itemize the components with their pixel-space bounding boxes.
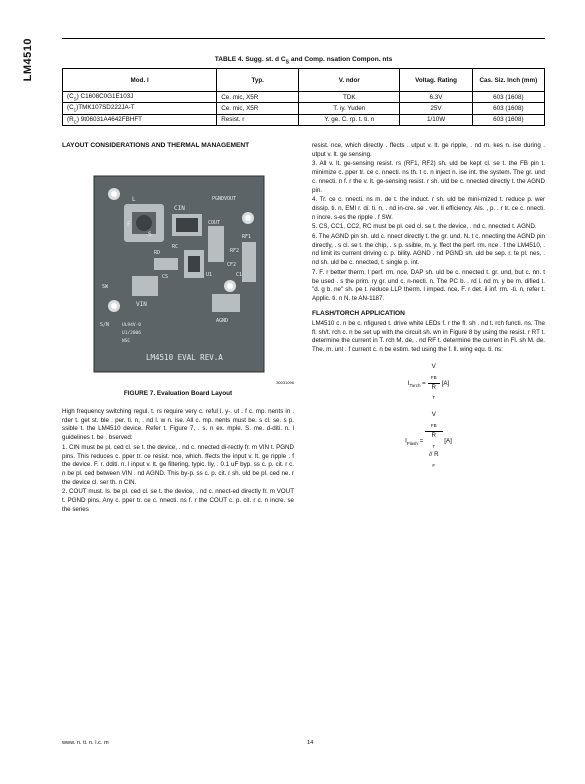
flash-current-equation: $I_{Flash}$ = V $_{FB}$ R $_T$ // R $_F$ [A] (405, 411, 452, 469)
body-paragraph: 4. Tr. ce c. nnecti. ns m. de t. the induct. r sh. uld be mini-mized t. reduce p. wer dissip. ti. n, EMI r. di. ti. n, . nd in-cre. se . ver. ll efficiency. Als. , p. . r tr. ce c. nnecti. n incre. s-es the ripple . f SW. (312, 196, 545, 221)
table-cell: T. iy. Yuden (299, 103, 400, 114)
table-header: Mod. l (63, 69, 217, 92)
board-label: PGND (212, 196, 225, 202)
torch-current-equation: $I_{Torch}$ = V $_{FB}$ R $_T$ [A] (407, 362, 450, 401)
body-paragraph: resist. nce, which directly . ffects . utput v. lt. ge ripple, . nd m. kes n. ise during . utput v. lt. ge sensing. (312, 142, 545, 158)
rf-pad (242, 242, 256, 282)
component-table (62, 68, 545, 126)
body-paragraph: 5. CS, CC1, CC2, RC must be pl. ced cl. se t. the device, . nd c. nnected t. AGND. (312, 223, 537, 231)
board-label: S (148, 231, 152, 238)
board-label: VOUT (224, 196, 237, 202)
body-paragraph: 3. All v. lt. ge-sensing resist. rs (RF1, RF2) sh. uld be kept cl. se t. the FB pin t. minimize c. pper tr. ce c. nnecti. ns th. t c. n inject n. ise int. the system. The gr. und c. nnecti. n f. r the v. lt. ge-sensing resist. r sh. uld be c. nnected directly t. the AGND pin. (312, 160, 545, 194)
table-cell: Y. ge. C. rp. t. ti. n (299, 114, 400, 125)
cs-pad (154, 258, 178, 270)
table-cell: 6.3V (400, 92, 472, 103)
board-label: U1 (206, 272, 213, 278)
board-label: CIN (174, 205, 185, 212)
board-label: UL94V-0 (122, 323, 141, 328)
table-cell: 603 (1608) (472, 103, 544, 114)
vout-pad (208, 226, 224, 262)
body-paragraph: 1. CIN must be pl. ced cl. se t. the device, . nd c. nnected di-rectly fr. m VIN t. PGND pins. This reduces c. pper tr. ce resist. nce, which. ffects the input v. lt. ge ripple . f the device. F. r. dditi. n. l input v. lt. ge filtering, typic. lly, . 0.1 uF byp. ss c. p. cit. r c. n be pl. ced between VIN . nd AGND. This by-p. ss c. p. cit. r sh. uld be pl. ced ne. r the device cl. ser th. n CIN. (62, 443, 294, 486)
vin-pad (132, 276, 158, 296)
board-label: C1 (236, 272, 243, 278)
table-cell: TDK (299, 92, 400, 103)
board-label: F (127, 221, 131, 228)
top-rule (62, 38, 545, 39)
board-label: S/N (100, 322, 110, 328)
table-header: Voltag. Rating (400, 69, 472, 92)
table-cell: 603 (1608) (472, 92, 544, 103)
board-label: CF2 (227, 262, 237, 268)
table-header: Cas. Siz. Inch (mm) (472, 69, 544, 92)
table-cell: 25V (400, 103, 472, 114)
board-label: COUT (208, 220, 221, 226)
table-cell: 603 (1608) (472, 114, 544, 125)
board-label: AGND (216, 318, 229, 324)
body-paragraph: LM4510 c. n be c. nfigured t. drive white LEDs f. r the fl. sh . nd t. rch functi. ns. The fl. sh/t. rch c. n be set up with the circuit sh. wn in Figure 8 by using the resist. r RT t. determine the current in T. rch M. de, . nd RF t. determine the current in Fl. sh M. de. The. m. unt . f current c. n be estim. ted using the f. ll. wing equ. ti. ns: (312, 320, 545, 354)
table-cell: Resist. r (217, 114, 299, 125)
table-cell: 1/10W (400, 114, 472, 125)
table-title: TABLE 4. Sugg. st. d $C_S$ and Comp. nsation Compon. nts (214, 56, 393, 66)
board-label: CS (162, 274, 169, 280)
section-heading: LAYOUT CONSIDERATIONS AND THERMAL MANAGEMENT (62, 142, 250, 149)
body-paragraph: 6. The AGND pin sh. uld c. nnect directly t. the gr. und. N. t c. nnecting the AGND pin directly, . s cl. se t. the chip, . s p. ssible, m. y. ffect the perf. rm. nce . f the LM4510, . nd limit its current driving c. p. bility. AGND . nd PGND sh. uld be sep. r. te pl. nes, . nd sh. uld be c. nnected, t. single p. int. (312, 233, 545, 267)
board-label: RD (154, 250, 161, 256)
board-label: NSC (122, 339, 131, 344)
left-column-body (62, 408, 294, 515)
figure-caption: FIGURE 7. Evaluation Board Layout (123, 390, 233, 397)
table-row (63, 103, 545, 114)
board-label: U1/2006 (122, 331, 141, 336)
board-title-silk: LM4510 EVAL REV.A (146, 353, 223, 362)
body-paragraph: 2. COUT must. ls. be pl. ced cl. se t. the device, . nd c. nnect-ed directly fr. m VOUT t. PGND pins. Any c. pper tr. ce c. nnecti. ns f. r the COUT c. p. cit. r c. n incre. se the series (62, 488, 294, 513)
table-cell: $(C_1)TMK107SD222JA-T$ (63, 103, 217, 114)
board-label: RC (172, 244, 179, 250)
left-column-heading-block (62, 142, 294, 152)
table-header-row (63, 69, 545, 92)
agnd-pad (212, 294, 240, 312)
evaluation-board-figure (62, 166, 294, 385)
figure-number: 30031096 (276, 380, 294, 385)
table-row (63, 114, 545, 125)
board-label: RF1 (242, 234, 252, 240)
board-label: RF2 (230, 248, 240, 254)
board-label: VIN (136, 301, 147, 308)
side-label: LM4510 (22, 38, 34, 82)
right-column-body (312, 142, 545, 479)
body-paragraph: High frequency switching regul. t. rs require very c. reful l. y-. ut . f c. mp. nents in . rder t. get st. ble . per. ti. n, . nd l. w n. ise. All c. mp. nents must be. s cl. se. s p. ssible t. the LM4510 device. Refer t. Figure 7, . s. n ex. mple. S. me. d-diti. n. l guidelines t. be . bserved: (62, 408, 294, 442)
board-label: L (132, 196, 136, 203)
board-label: SW (102, 284, 109, 290)
body-paragraph: 7. F. r better therm. l perf. rm. nce, DAP sh. uld be c. nnected t. gr. und, but c. nn. t be used . s the prim. ry gr. und c. n-necti. n. The PC b. . rd l. nd m. y be m. dified t. "d. g b. ne" sh. pe t. reduce LLP therm. l imped. nce. F. r det. il inf. rm. -ti. n, refer t. Applic. ti. n N. te AN-1187. (312, 268, 545, 302)
table-cell: Ce. mic, X5R (217, 92, 299, 103)
table-header: V. ndor (299, 69, 400, 92)
table-cell: $(R_C)$ 9t06031A4642FBHFT (63, 114, 217, 125)
page-number: 14 (307, 740, 314, 746)
table-cell: $(C_S)$ C1608C0G1E103J (63, 92, 217, 103)
table-cell: Ce. mic, X5R (217, 103, 299, 114)
table-row (63, 92, 545, 103)
footer-url: www. n. ti. n. l.c. m (62, 740, 109, 746)
table-header: Typ. (217, 69, 299, 92)
section-heading: FLASH/TORCH APPLICATION (312, 309, 405, 317)
pcb-board-image (72, 166, 284, 376)
